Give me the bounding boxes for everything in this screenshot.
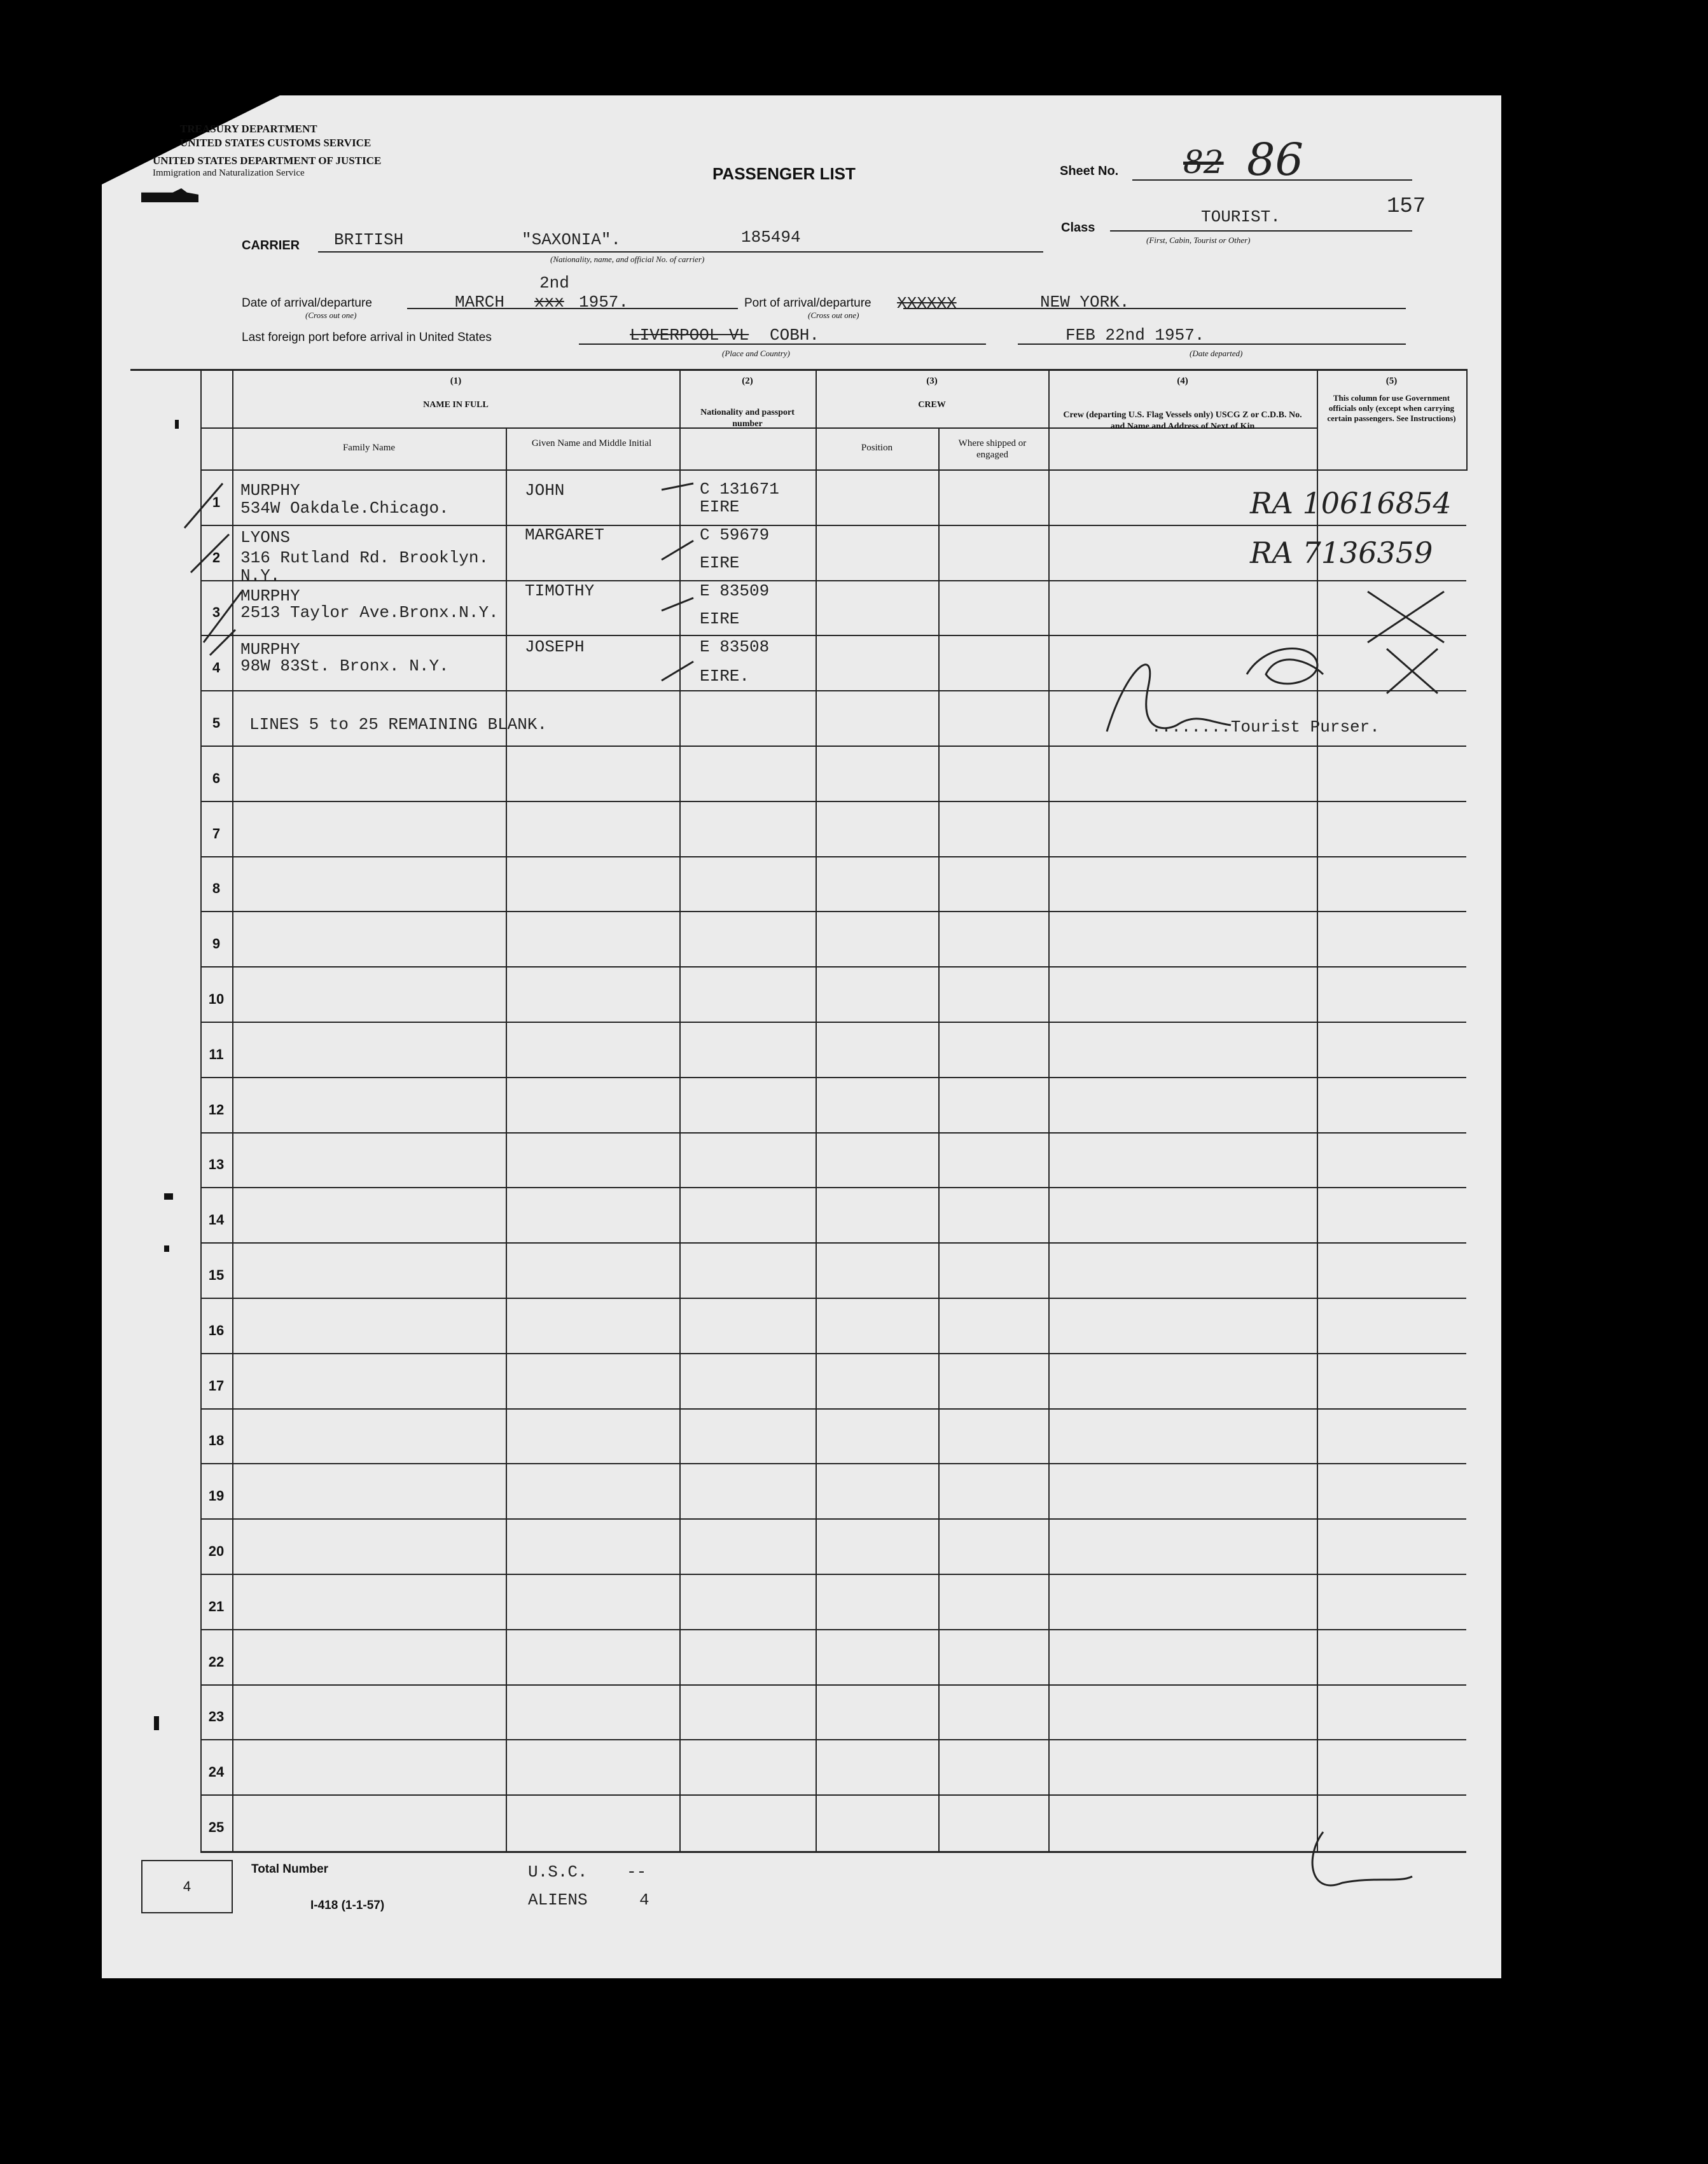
foreign-port-label: Last foreign port before arrival in United States bbox=[242, 331, 492, 344]
total-box: 4 bbox=[141, 1860, 233, 1913]
place-hint: (Place and Country) bbox=[722, 349, 790, 358]
col5-official: This column for use Government officials only (except when carrying certain passengers. See Instructions) bbox=[1327, 393, 1456, 423]
row1-official: RA 10616854 bbox=[1250, 486, 1452, 520]
row-number: 15 bbox=[208, 1267, 225, 1283]
row-number: 11 bbox=[209, 1046, 224, 1062]
margin-mark bbox=[175, 420, 179, 429]
row-number: 19 bbox=[208, 1488, 225, 1504]
row2-address2: N.Y. bbox=[240, 566, 281, 585]
row1-passport: C 131671 bbox=[700, 480, 779, 499]
usc-label: U.S.C. bbox=[528, 1862, 588, 1882]
row4-passport: E 83508 bbox=[700, 637, 770, 656]
arrival-struck: xxx bbox=[534, 293, 564, 312]
checkmark-2 bbox=[191, 534, 229, 572]
port-struck: XXXXXX bbox=[897, 294, 957, 313]
date-departed-hint: (Date departed) bbox=[1190, 349, 1243, 358]
aliens-value: 4 bbox=[639, 1890, 649, 1910]
class-label: Class bbox=[1061, 221, 1095, 235]
row-number: 14 bbox=[208, 1212, 225, 1228]
port-label: Port of arrival/departure bbox=[744, 296, 871, 310]
row2-nationality: EIRE bbox=[700, 553, 740, 572]
row2-passport: C 59679 bbox=[700, 525, 770, 544]
carrier-nationality: BRITISH bbox=[334, 230, 404, 249]
arrival-crossout-hint: (Cross out one) bbox=[305, 310, 357, 320]
arrival-year: 1957. bbox=[579, 293, 629, 312]
row-number: 20 bbox=[208, 1543, 225, 1559]
corner-scribble bbox=[1312, 1832, 1412, 1885]
arrival-day: 2nd bbox=[539, 274, 569, 293]
row-number: 13 bbox=[208, 1156, 225, 1173]
carrier-name: "SAXONIA". bbox=[522, 230, 621, 249]
sheet-label: Sheet No. bbox=[1060, 164, 1119, 178]
sheet-struck: 82 bbox=[1183, 144, 1224, 181]
class-hint: (First, Cabin, Tourist or Other) bbox=[1146, 235, 1251, 245]
margin-mark bbox=[154, 1716, 159, 1730]
blank-lines-note: LINES 5 to 25 REMAINING BLANK. bbox=[249, 715, 548, 734]
col1b-given-name: Given Name and Middle Initial bbox=[531, 438, 652, 448]
tick-2 bbox=[662, 541, 693, 560]
purser-line: ........Tourist Purser. bbox=[1151, 718, 1380, 737]
row-number: 1 bbox=[212, 494, 221, 510]
row-number: 17 bbox=[208, 1377, 225, 1394]
foreign-port-value: COBH. bbox=[770, 326, 820, 345]
form-number: I-418 (1-1-57) bbox=[310, 1899, 385, 1912]
dept-line-3: UNITED STATES DEPARTMENT OF JUSTICE bbox=[153, 155, 382, 167]
dept-line-2: UNITED STATES CUSTOMS SERVICE bbox=[180, 137, 371, 149]
col1a-family-name: Family Name bbox=[342, 443, 396, 453]
row-number: 9 bbox=[212, 936, 221, 952]
col3-number: (3) bbox=[926, 376, 938, 386]
row3-address: 2513 Taylor Ave.Bronx.N.Y. bbox=[240, 603, 499, 622]
row-number: 10 bbox=[208, 991, 225, 1007]
row1-given: JOHN bbox=[525, 481, 565, 500]
port-value: NEW YORK. bbox=[1040, 293, 1130, 312]
row1-family: MURPHY bbox=[240, 481, 300, 500]
row-number: 21 bbox=[208, 1598, 225, 1614]
row1-address: 534W Oakdale.Chicago. bbox=[240, 499, 449, 518]
col3-title: CREW bbox=[918, 400, 946, 410]
col5-number: (5) bbox=[1385, 376, 1398, 386]
stamp-number: 157 bbox=[1387, 195, 1426, 219]
dept-subtitle: Immigration and Naturalization Service bbox=[153, 168, 305, 178]
row4-family: MURPHY bbox=[240, 640, 300, 659]
col1-title: NAME IN FULL bbox=[423, 400, 489, 410]
purser-signature bbox=[1107, 665, 1231, 732]
margin-mark bbox=[164, 1245, 169, 1252]
col3b-shipped: Where shipped or engaged bbox=[958, 438, 1027, 460]
arrival-month: MARCH bbox=[455, 293, 505, 312]
row-number: 8 bbox=[212, 880, 221, 897]
row-number: 24 bbox=[208, 1764, 225, 1780]
class-value: TOURIST. bbox=[1201, 207, 1281, 226]
row-number: 3 bbox=[212, 604, 221, 621]
carrier-label: CARRIER bbox=[242, 239, 300, 253]
tick-3 bbox=[662, 598, 693, 611]
col4-crew: Crew (departing U.S. Flag Vessels only) USCG Z or C.D.B. No. and Name and Address of Next of Kin bbox=[1063, 410, 1302, 431]
carrier-number: 185494 bbox=[741, 228, 801, 247]
aliens-label: ALIENS bbox=[528, 1890, 588, 1910]
total-label: Total Number bbox=[251, 1862, 329, 1876]
row2-address: 316 Rutland Rd. Brooklyn. bbox=[240, 548, 489, 567]
col2-number: (2) bbox=[742, 376, 753, 386]
row-number: 12 bbox=[208, 1101, 225, 1118]
row-number: 4 bbox=[212, 660, 221, 676]
checkmark-4 bbox=[210, 630, 235, 655]
row-number: 6 bbox=[212, 770, 221, 786]
margin-mark bbox=[164, 1193, 173, 1200]
carrier-hint: (Nationality, name, and official No. of carrier) bbox=[550, 254, 705, 264]
row3-passport: E 83509 bbox=[700, 581, 770, 600]
row-number: 2 bbox=[212, 549, 221, 565]
arrival-label: Date of arrival/departure bbox=[242, 296, 372, 310]
cross-mark-1 bbox=[1368, 592, 1444, 642]
col4-number: (4) bbox=[1177, 376, 1188, 386]
row-number: 5 bbox=[212, 715, 221, 731]
row-number: 18 bbox=[208, 1432, 225, 1449]
col2-nationality: Nationality and passport number bbox=[700, 408, 795, 429]
row3-family: MURPHY bbox=[240, 586, 300, 606]
cross-mark-2 bbox=[1387, 649, 1438, 693]
row2-official: RA 7136359 bbox=[1250, 536, 1433, 570]
row-number: 7 bbox=[212, 825, 221, 842]
tick-4 bbox=[662, 662, 693, 681]
row-number: 25 bbox=[208, 1819, 225, 1835]
row2-given: MARGARET bbox=[525, 525, 604, 544]
row3-nationality: EIRE bbox=[700, 609, 740, 628]
row4-nationality: EIRE. bbox=[700, 667, 750, 686]
usc-value: -- bbox=[627, 1862, 647, 1882]
row4-given: JOSEPH bbox=[525, 637, 585, 656]
initials-scribble bbox=[1247, 649, 1323, 684]
page-title: PASSENGER LIST bbox=[712, 164, 856, 183]
row1-nationality: EIRE bbox=[700, 497, 740, 517]
tick-1 bbox=[662, 483, 693, 490]
foreign-port-struck: LIVERPOOL VL bbox=[630, 326, 749, 345]
col1-number: (1) bbox=[450, 376, 462, 386]
date-departed: FEB 22nd 1957. bbox=[1066, 326, 1205, 345]
row2-family: LYONS bbox=[240, 528, 291, 547]
row-number: 16 bbox=[208, 1322, 225, 1338]
checkmark-1 bbox=[184, 483, 223, 528]
row-number: 23 bbox=[208, 1709, 225, 1725]
row-number: 22 bbox=[208, 1653, 225, 1670]
port-crossout-hint: (Cross out one) bbox=[808, 310, 859, 320]
row3-given: TIMOTHY bbox=[525, 581, 595, 600]
row4-address: 98W 83St. Bronx. N.Y. bbox=[240, 656, 449, 676]
dept-line-1: TREASURY DEPARTMENT bbox=[180, 123, 317, 135]
sheet-number: 86 bbox=[1247, 134, 1304, 186]
col3a-position: Position bbox=[861, 443, 893, 453]
checkmark-3 bbox=[204, 592, 242, 642]
